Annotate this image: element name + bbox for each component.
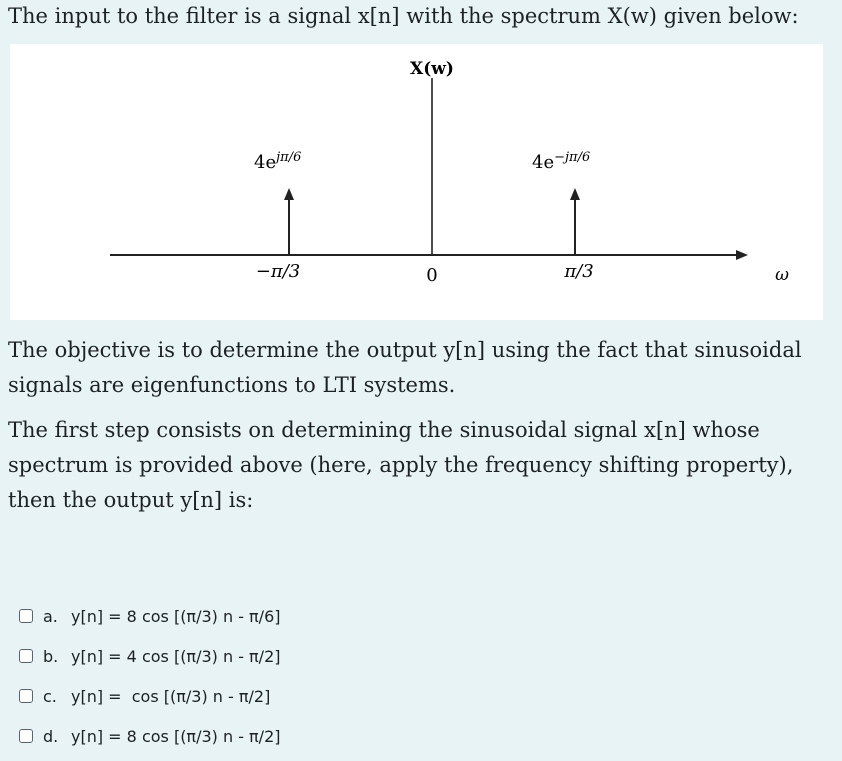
question-intro: The input to the filter is a signal x[n] with the spectrum X(w) given below:	[8, 4, 799, 28]
tick-label-left: −π/3	[255, 261, 301, 282]
option-text: y[n] = 4 cos [(π/3) n - π/2]	[71, 646, 281, 666]
option-letter: c.	[43, 686, 57, 706]
option-letter: d.	[43, 726, 59, 746]
tick-label-zero: 0	[426, 265, 438, 286]
xlabel: ω	[775, 265, 789, 285]
impulse-right-label: $4e^{-j\pi/6}$	[532, 150, 591, 173]
option-a[interactable]	[19, 596, 281, 636]
option-b[interactable]	[19, 636, 281, 676]
checkbox-d[interactable]	[19, 729, 33, 743]
spectrum-plot	[10, 44, 823, 320]
option-c[interactable]	[19, 676, 281, 716]
checkbox-b[interactable]	[19, 649, 33, 663]
checkbox-c[interactable]	[19, 689, 33, 703]
question-paragraph-2: The first step consists on determining the sinusoidal signal x[n] whose spectrum is provided above (here, apply the frequency shifting property), then the output y[n] is:	[8, 418, 794, 512]
impulse-left-arrowhead	[284, 188, 294, 200]
tick-label-right: π/3	[564, 261, 594, 282]
option-letter: b.	[43, 646, 59, 666]
option-text: y[n] = cos [(π/3) n - π/2]	[71, 686, 271, 706]
spectrum-figure	[10, 44, 823, 320]
impulse-left-label: $4e^{j\pi/6}$	[254, 150, 302, 173]
question-paragraph-1: The objective is to determine the output y[n] using the fact that sinusoidal signals are eigenfunctions to LTI systems.	[8, 338, 802, 397]
answer-options	[19, 596, 281, 756]
impulse-right-arrowhead	[570, 188, 580, 200]
option-letter: a.	[43, 606, 58, 626]
option-d[interactable]	[19, 716, 281, 756]
axis-arrowhead	[736, 250, 748, 260]
checkbox-a[interactable]	[19, 609, 33, 623]
option-text: y[n] = 8 cos [(π/3) n - π/2]	[71, 726, 281, 746]
ylabel: X(w)	[410, 59, 454, 79]
option-text: y[n] = 8 cos [(π/3) n - π/6]	[71, 606, 281, 626]
